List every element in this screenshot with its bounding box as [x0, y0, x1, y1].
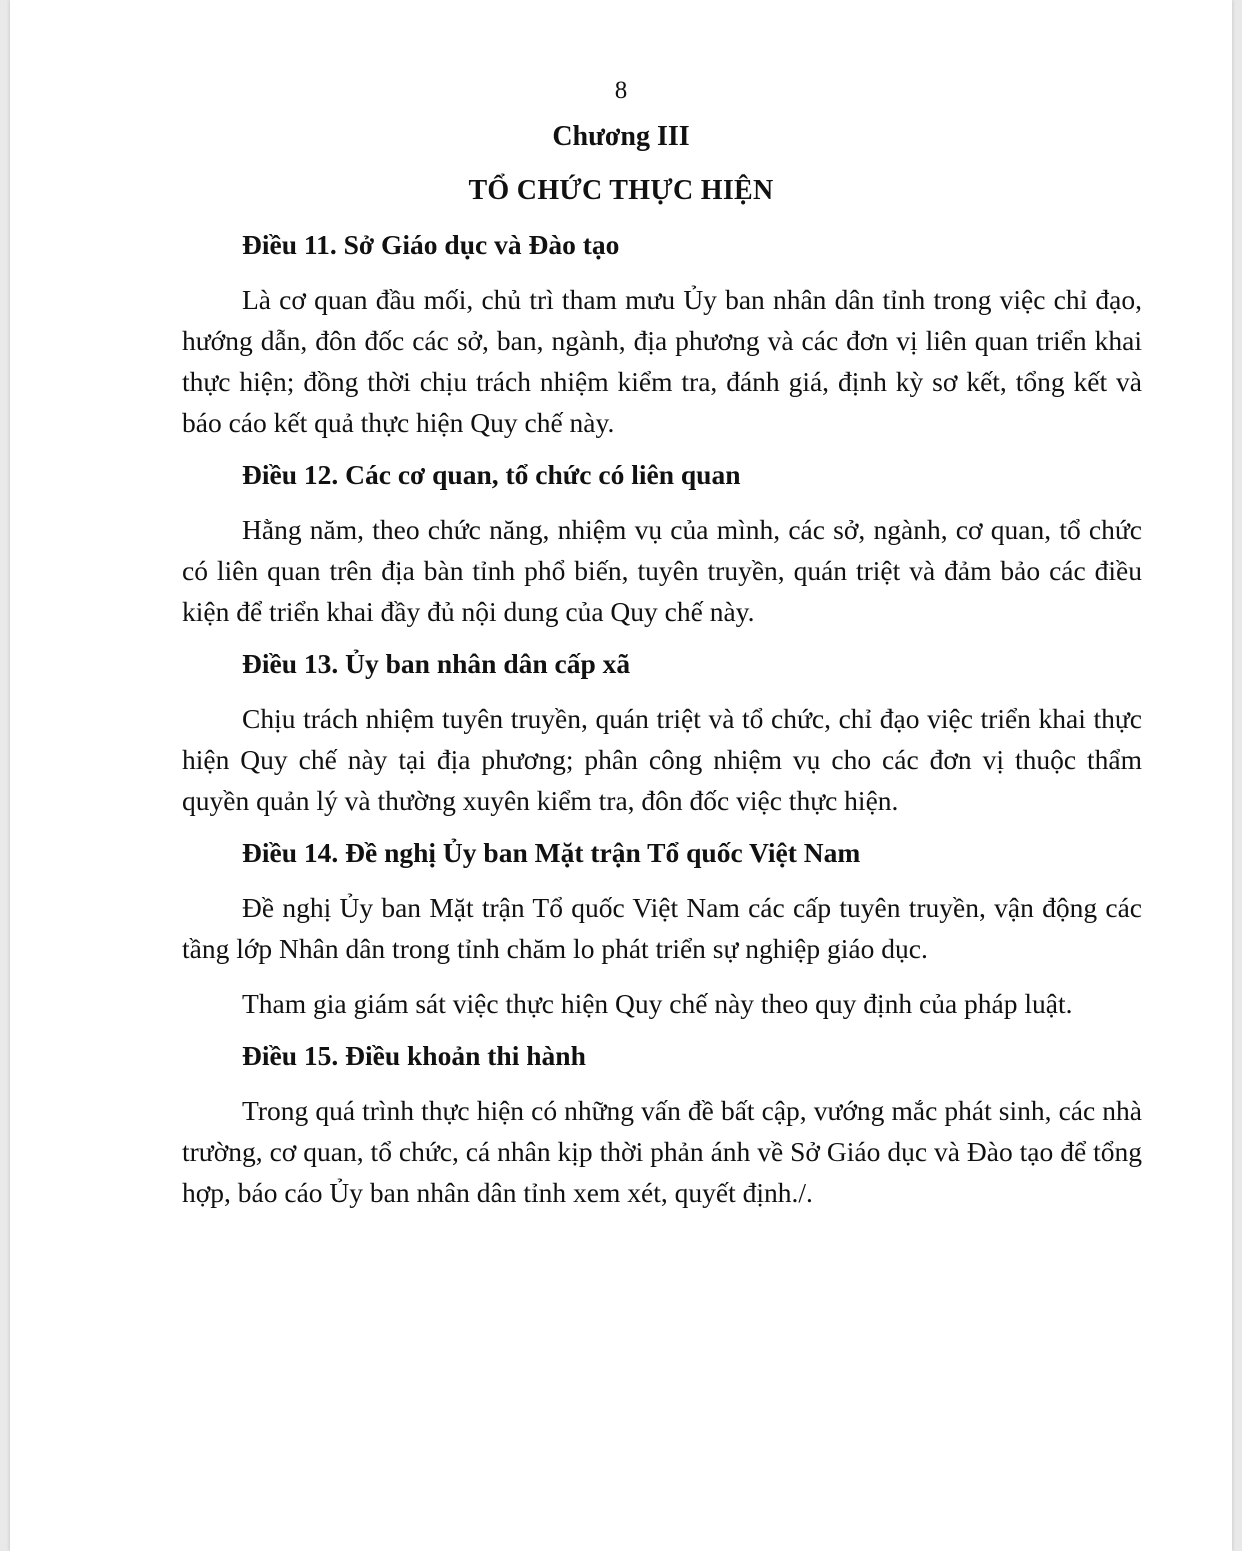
document-body — [182, 225, 1142, 1225]
page-number: 8 — [614, 77, 628, 104]
article-15-paragraph: Trong quá trình thực hiện có những vấn đề bất cập, vướng mắc phát sinh, các nhà trường, cơ quan, tổ chức, cá nhân kịp thời phản ánh về Sở Giáo dục và Đào tạo để tổng hợp, báo cáo Ủy ban nhân dân tỉnh xem xét, quyết định./. — [182, 1095, 1142, 1208]
chapter-number: Chương III — [552, 121, 690, 152]
article-15-title: Điều 15. Điều khoản thi hành — [242, 1040, 586, 1071]
article-12-title: Điều 12. Các cơ quan, tổ chức có liên quan — [242, 459, 741, 490]
article-11-paragraph: Là cơ quan đầu mối, chủ trì tham mưu Ủy ban nhân dân tỉnh trong việc chỉ đạo, hướng dẫn, đôn đốc các sở, ban, ngành, địa phương và các đơn vị liên quan triển khai thực hiện; đồng thời chịu trách nhiệm kiểm tra, đánh giá, định kỳ sơ kết, tổng kết và báo cáo kết quả thực hiện Quy chế này. — [182, 284, 1142, 438]
chapter-title: TỔ CHỨC THỰC HIỆN — [468, 175, 774, 206]
article-13-title: Điều 13. Ủy ban nhân dân cấp xã — [242, 648, 631, 679]
article-14-paragraph-1: Đề nghị Ủy ban Mặt trận Tổ quốc Việt Nam các cấp tuyên truyền, vận động các tầng lớp Nhân dân trong tỉnh chăm lo phát triển sự nghiệp giáo dục. — [182, 892, 1142, 964]
document-page — [10, 0, 1232, 1551]
article-14-title: Điều 14. Đề nghị Ủy ban Mặt trận Tổ quốc Việt Nam — [242, 837, 861, 868]
article-14-paragraph-2: Tham gia giám sát việc thực hiện Quy chế này theo quy định của pháp luật. — [242, 988, 1073, 1019]
article-12-paragraph: Hằng năm, theo chức năng, nhiệm vụ của mình, các sở, ngành, cơ quan, tổ chức có liên quan trên địa bàn tỉnh phổ biến, tuyên truyền, quán triệt và đảm bảo các điều kiện để triển khai đầy đủ nội dung của Quy chế này. — [182, 514, 1142, 627]
article-13-paragraph: Chịu trách nhiệm tuyên truyền, quán triệt và tổ chức, chỉ đạo việc triển khai thực hiện Quy chế này tại địa phương; phân công nhiệm vụ cho các đơn vị thuộc thẩm quyền quản lý và thường xuyên kiểm tra, đôn đốc việc thực hiện. — [182, 703, 1142, 816]
article-11-title: Điều 11. Sở Giáo dục và Đào tạo — [242, 229, 620, 260]
